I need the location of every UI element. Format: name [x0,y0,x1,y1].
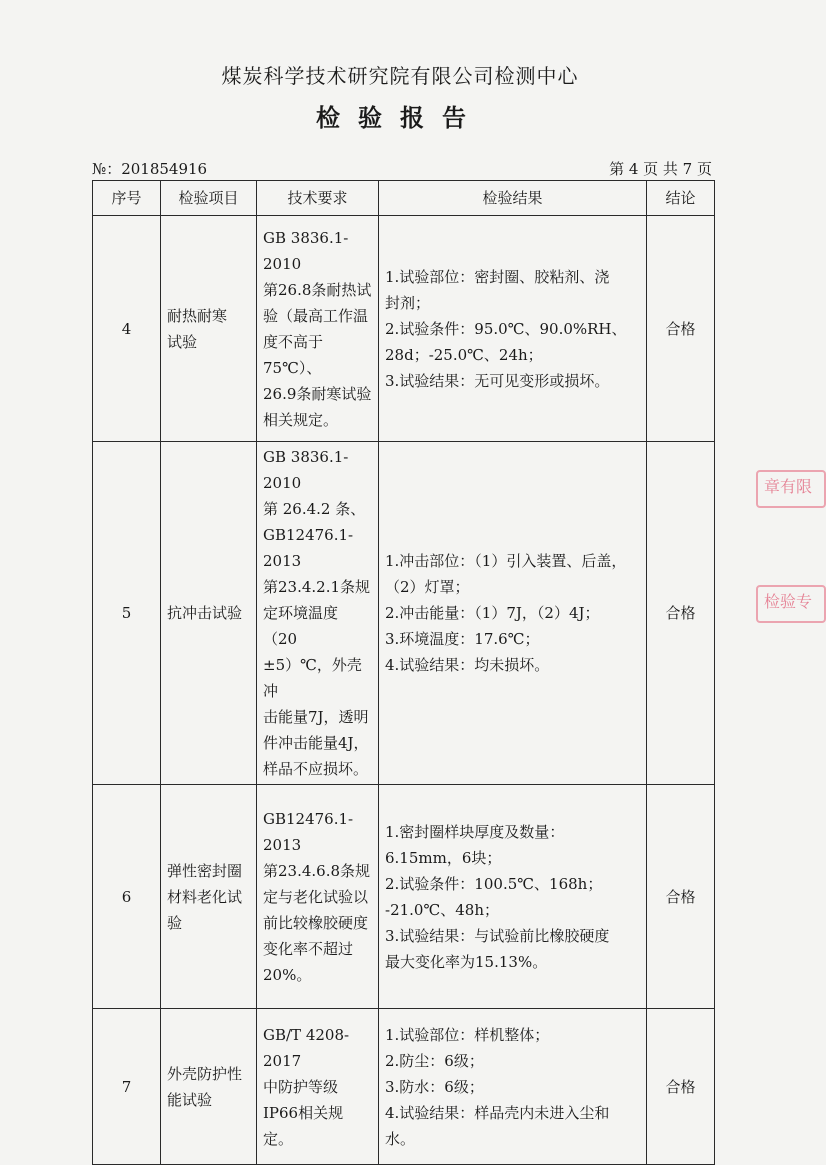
requirement-line: 相关规定。 [263,410,339,429]
row-number: 6 [93,785,161,1009]
result-line: -21.0℃、48h； [385,900,499,919]
conclusion: 合格 [647,216,715,442]
header-result: 检验结果 [379,181,647,216]
inspection-result [379,1009,647,1165]
technical-requirement [257,442,379,785]
row-number: 7 [93,1009,161,1165]
inspection-result [379,216,647,442]
result-line: 最大变化率为15.13%。 [385,952,548,971]
header-item: 检验项目 [161,181,257,216]
result-line: 2.冲击能量：（1）7J，（2）4J； [385,604,600,622]
inspection-item [161,785,257,1009]
item-line: 外壳防护性 [167,1064,243,1083]
item-line: 试验 [167,332,198,351]
requirement-line: 样品不应损坏。 [263,760,369,778]
conclusion: 合格 [647,1009,715,1165]
requirement-line: 击能量7J，透明 [263,708,369,726]
technical-requirement [257,216,379,442]
requirement-line: 变化率不超过 [263,939,354,958]
result-line: 1.试验部位：密封圈、胶粘剂、浇 [385,267,610,286]
result-line: 3.防水：6级； [385,1077,484,1096]
inspection-result [379,442,647,785]
page-info: 第 4 页 共 7 页 [609,160,712,178]
item-line: 材料老化试 [167,887,243,906]
header-requirement: 技术要求 [257,181,379,216]
result-line: （2）灯罩； [385,578,470,596]
requirement-line: 第26.8条耐热试 [263,280,372,299]
result-line: 4.试验结果：均未损坏。 [385,656,550,674]
item-line: 抗冲击试验 [167,604,243,622]
result-line: 3.环境温度：17.6℃； [385,630,540,648]
requirement-line: 第23.4.2.1条规 [263,578,371,596]
row-number: 4 [93,216,161,442]
requirement-line: 第 26.4.2 条、 [263,500,366,518]
requirement-line: 验（最高工作温 [263,306,369,325]
inspection-result [379,785,647,1009]
result-line: 2.防尘：6级； [385,1051,484,1070]
result-line: 3.试验结果：无可见变形或损坏。 [385,371,610,390]
requirement-line: 前比较橡胶硬度 [263,913,369,932]
result-line: 2.试验条件：95.0℃、90.0%RH、 [385,319,627,338]
inspection-table [92,180,715,1165]
requirement-line: GB 3836.1-2010 [263,448,349,492]
result-line: 1.试验部位：样机整体； [385,1025,550,1044]
report-title: 检验报告 [316,103,484,132]
requirement-line: 度不高于75℃）、 [263,332,324,377]
inspection-item [161,216,257,442]
table-row [93,1009,715,1165]
requirement-line: 定环境温度（20 [263,604,339,648]
requirement-line: ±5）℃，外壳冲 [263,656,362,700]
requirement-line: 20%。 [263,965,312,984]
table-row [93,216,715,442]
result-line: 4.试验结果：样品壳内未进入尘和 [385,1103,610,1122]
result-line: 1.密封圈样块厚度及数量： [385,822,565,841]
requirement-line: GB12476.1-2013 [263,526,354,570]
conclusion: 合格 [647,442,715,785]
result-line: 水。 [385,1129,416,1148]
red-seal-fragment-bottom: 检验专 [756,585,826,623]
requirement-line: IP66相关规定。 [263,1103,344,1148]
inspection-item [161,442,257,785]
item-line: 耐热耐寒 [167,306,228,325]
report-meta [92,158,712,180]
item-line: 能试验 [167,1090,213,1109]
inspection-item [161,1009,257,1165]
header-no: 序号 [93,181,161,216]
item-line: 弹性密封圈 [167,861,243,880]
item-line: 验 [167,913,183,932]
organization-name: 煤炭科学技术研究院有限公司检测中心 [221,64,579,88]
technical-requirement [257,785,379,1009]
red-seal-fragment-top: 章有限 [756,470,826,508]
table-row [93,442,715,785]
result-line: 2.试验条件：100.5℃、168h； [385,874,603,893]
requirement-line: GB12476.1-2013 [263,809,354,854]
requirement-line: 中防护等级 [263,1077,339,1096]
requirement-line: 定与老化试验以 [263,887,369,906]
conclusion: 合格 [647,785,715,1009]
report-number: №：201854916 [92,160,208,178]
technical-requirement [257,1009,379,1165]
result-line: 28d；-25.0℃、24h； [385,345,543,364]
result-line: 3.试验结果：与试验前比橡胶硬度 [385,926,610,945]
table-header-row [93,181,715,216]
result-line: 6.15mm，6块； [385,848,502,867]
table-row [93,785,715,1009]
row-number: 5 [93,442,161,785]
requirement-line: GB 3836.1-2010 [263,228,349,273]
requirement-line: GB/T 4208-2017 [263,1025,350,1070]
header-conclusion: 结论 [647,181,715,216]
result-line: 封剂； [385,293,431,312]
result-line: 1.冲击部位：（1）引入装置、后盖， [385,552,627,570]
requirement-line: 26.9条耐寒试验 [263,384,372,403]
requirement-line: 第23.4.6.8条规 [263,861,371,880]
requirement-line: 件冲击能量4J， [263,734,369,752]
